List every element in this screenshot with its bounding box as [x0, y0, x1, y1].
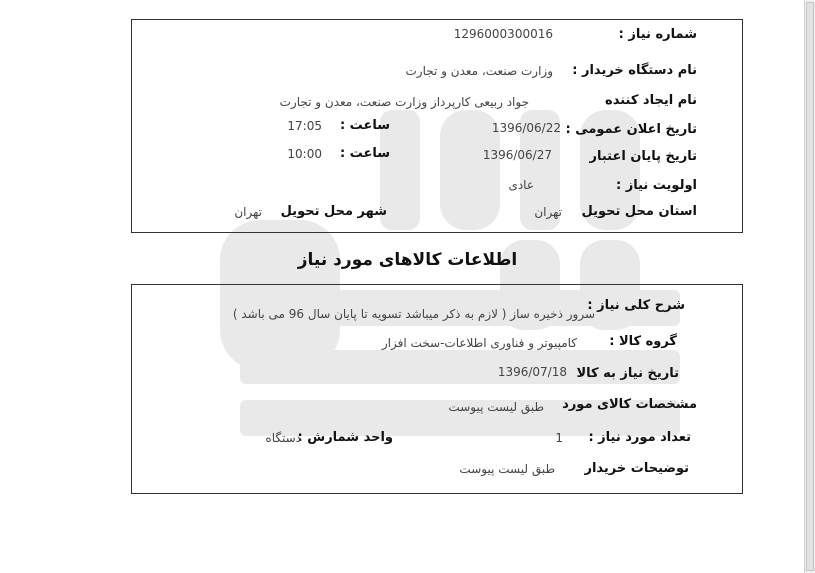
scrollbar-thumb[interactable]: [806, 2, 814, 571]
creator-label: نام ایجاد کننده: [605, 93, 697, 108]
description-value: سرور ذخیره ساز ( لازم به ذکر میباشد تسویه تا پایان سال 96 می باشد ): [232, 307, 595, 321]
announce-time-label: ساعت :: [339, 118, 390, 133]
need-date-value: 1396/07/18: [497, 365, 567, 379]
spec-label: مشخصات کالای مورد: [562, 397, 697, 412]
goods-group-value: کامپیوتر و فناوری اطلاعات-سخت افزار: [381, 336, 577, 350]
announce-time-value: 17:05: [287, 119, 322, 133]
priority-value: عادی: [508, 178, 534, 192]
creator-value: جواد ربیعی کارپرداز وزارت صنعت، معدن و تجارت: [279, 95, 529, 109]
need-number-label: شماره نیاز :: [618, 27, 697, 42]
delivery-province-label: استان محل تحویل: [581, 204, 697, 219]
vertical-scrollbar[interactable]: [804, 0, 815, 573]
delivery-city-value: تهران: [234, 205, 262, 219]
need-date-label: تاریخ نیاز به کالا: [576, 366, 679, 381]
expiry-time-label: ساعت :: [339, 146, 390, 161]
goods-section-title: اطلاعات کالاهای مورد نیاز: [297, 250, 518, 270]
description-label: شرح کلی نیاز :: [587, 298, 685, 313]
spec-value: طبق لیست پیوست: [448, 400, 544, 414]
announce-date-label: تاریخ اعلان عمومی :: [565, 122, 697, 137]
delivery-province-value: تهران: [534, 205, 562, 219]
need-number-value: 1296000300016: [453, 27, 553, 41]
buyer-org-label: نام دستگاه خریدار :: [572, 63, 697, 78]
announce-date-value: 1396/06/22: [491, 121, 561, 135]
expiry-time-value: 10:00: [287, 147, 322, 161]
quantity-value: 1: [555, 431, 563, 445]
goods-group-label: گروه کالا :: [609, 334, 677, 349]
buyer-org-value: وزارت صنعت، معدن و تجارت: [405, 64, 553, 78]
buyer-notes-label: توضیحات خریدار: [584, 461, 689, 476]
unit-label: واحد شمارش :: [297, 430, 393, 445]
expiry-date-label: تاریخ پایان اعتبار: [589, 149, 697, 164]
unit-value: دستگاه: [265, 431, 301, 445]
buyer-notes-value: طبق لیست پیوست: [459, 462, 555, 476]
expiry-date-value: 1396/06/27: [482, 148, 552, 162]
delivery-city-label: شهر محل تحویل: [280, 204, 387, 219]
priority-label: اولویت نیاز :: [615, 178, 697, 193]
quantity-label: تعداد مورد نیاز :: [588, 430, 691, 445]
